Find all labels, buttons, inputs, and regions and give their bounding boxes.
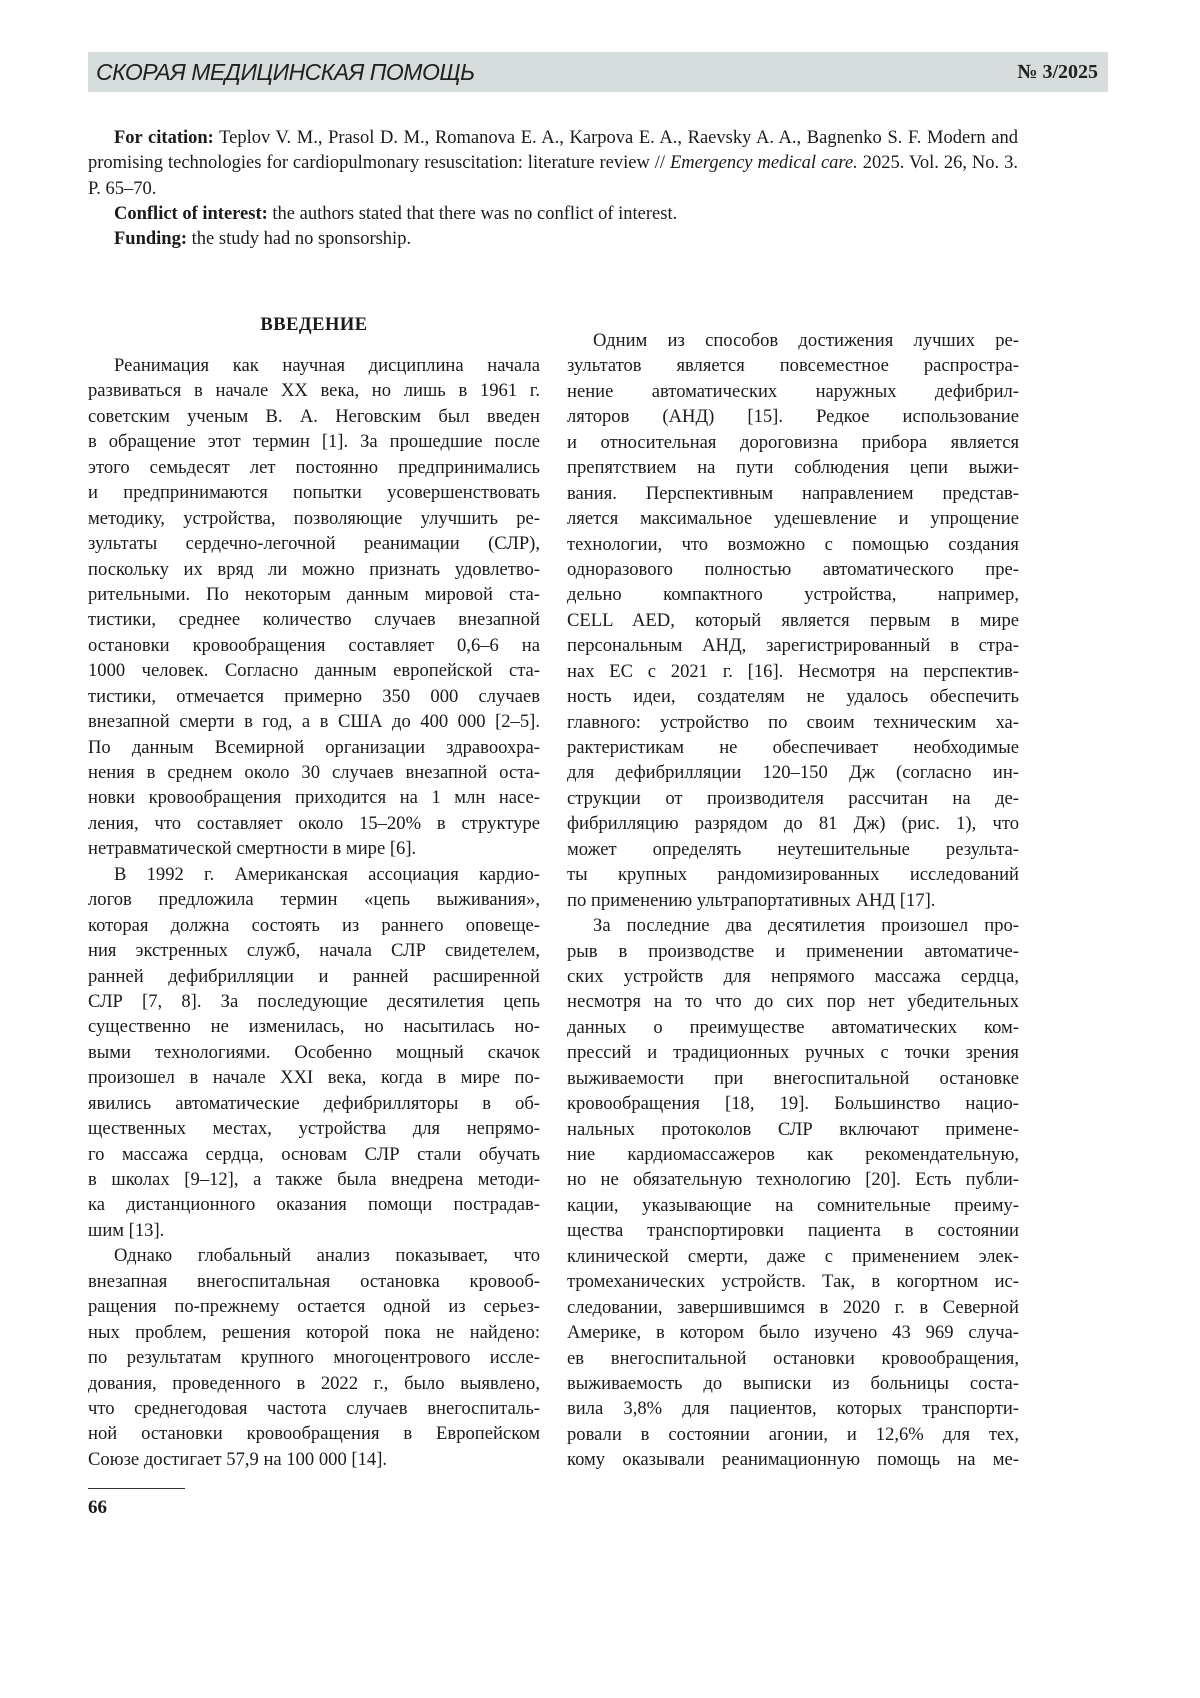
paragraph-line: ляторов (АНД) [15]. Редкое использование xyxy=(567,406,1019,428)
paragraph-line: поскольку их вряд ли можно признать удовлетво- xyxy=(88,558,540,580)
paragraph-line: следовании, завершившимся в 2020 г. в Северной xyxy=(567,1296,1019,1318)
conflict-label: Conflict of interest: xyxy=(114,203,268,224)
paragraph-line: нетравматической смертности в мире [6]. xyxy=(88,838,417,860)
paragraph-line: За последние два десятилетия произошел про- xyxy=(593,915,1019,937)
paragraph-line: ранней дефибрилляции и ранней расширенной xyxy=(88,965,540,987)
paragraph-line: несмотря на то что до сих пор нет убедительных xyxy=(567,991,1019,1013)
paragraph-line: зультаты сердечно-легочной реанимации (СЛР), xyxy=(88,533,540,555)
conflict-text: the authors stated that there was no conflict of interest. xyxy=(267,203,678,224)
paragraph-line: советским ученым В. А. Неговским был введен xyxy=(88,405,540,427)
running-header xyxy=(88,52,1108,92)
paragraph-line: тистики, отмечается примерно 350 000 случаев xyxy=(88,685,540,707)
paragraph-line: ровали в состоянии агонии, и 12,6% для тех, xyxy=(567,1423,1019,1445)
paragraph-line: кации, указывающие на сомнительные преиму- xyxy=(567,1194,1019,1216)
paragraph-line: которая должна состоять из раннего оповеще- xyxy=(88,914,540,936)
funding-text: the study had no sponsorship. xyxy=(187,229,412,250)
right-column xyxy=(567,328,1019,1473)
paragraph-line: рыв в производстве и применении автоматиче- xyxy=(567,940,1019,962)
paragraph-line: вила 3,8% для пациентов, которых транспорти- xyxy=(567,1398,1019,1420)
paragraph-line: существенно не изменилась, но насытилась но- xyxy=(88,1016,540,1038)
paragraph-line: прессий и традиционных ручных с точки зрения xyxy=(567,1042,1019,1064)
paragraph-line: внезапной смерти в год, а в США до 400 000 [2–5]. xyxy=(88,711,540,733)
paragraph-line: явились автоматические дефибрилляторы в об- xyxy=(88,1092,540,1114)
paragraph-line: зультатов является повсеместное распростра- xyxy=(567,355,1019,377)
paragraph-line: выживаемость до выписки из больницы соста- xyxy=(567,1372,1019,1394)
paragraph-line: произошел в начале XXI века, когда в мире по- xyxy=(88,1067,540,1089)
paragraph-line: Америке, в котором было изучено 43 969 случа- xyxy=(567,1322,1019,1344)
paragraph-line: персональным АНД, зарегистрированный в стра- xyxy=(567,635,1019,657)
paragraph-line: внезапная внегоспитальная остановка кровооб- xyxy=(88,1270,540,1292)
citation-block xyxy=(88,126,1018,252)
paragraph-line: главного: устройство по своим техническим ха- xyxy=(567,711,1019,733)
paragraph-line: ских устройств для непрямого массажа сердца, xyxy=(567,965,1019,987)
paragraph-line: логов предложила термин «цепь выживания», xyxy=(88,889,540,911)
paragraph-line: 1000 человек. Согласно данным европейской ста- xyxy=(88,660,540,682)
paragraph-line: что среднегодовая частота случаев внегоспиталь- xyxy=(88,1397,540,1419)
paragraph-line: кому оказывали реанимационную помощь на ме- xyxy=(567,1449,1019,1471)
footer-rule xyxy=(88,1488,185,1489)
paragraph-line: рактеристикам не обеспечивает необходимые xyxy=(567,737,1019,758)
paragraph-line: Союзе достигает 57,9 на 100 000 [14]. xyxy=(88,1448,388,1470)
funding-label: Funding: xyxy=(114,229,188,250)
paragraph-line: го массажа сердца, основам СЛР стали обучать xyxy=(88,1143,540,1165)
for-citation-tail: 2025. Vol. 26, No. 3. P. 65–70. xyxy=(88,153,1018,199)
left-column xyxy=(88,353,540,1472)
paragraph-line: и предпринимаются попытки усовершенствовать xyxy=(88,482,540,504)
for-citation-journal: Emergency medical care. xyxy=(670,153,858,174)
page-number: 66 xyxy=(88,1497,107,1518)
paragraph-line: остановки кровообращения составляет 0,6–6 на xyxy=(88,634,540,656)
for-citation-text: Teplov V. M., Prasol D. M., Romanova E. A., Karpova E. A., Raevsky A. A., Bagnenko S. F. Modern and promising technologies for cardiopulmonary resuscitation: literature review // xyxy=(88,128,1018,174)
paragraph-line: и относительная дороговизна прибора является xyxy=(567,431,1019,453)
paragraph-line: нение автоматических наружных дефибрил- xyxy=(567,380,1019,402)
paragraph-line: фибрилляцию разрядом до 81 Дж) (рис. 1), что xyxy=(567,813,1019,835)
paragraph-line: этого семьдесят лет постоянно предпринимались xyxy=(88,456,540,478)
paragraph-line: В 1992 г. Американская ассоциация кардио- xyxy=(114,863,540,885)
paragraph-line: нения в среднем около 30 случаев внезапной оста- xyxy=(88,762,540,783)
paragraph-line: кровообращения [18, 19]. Большинство нацио- xyxy=(567,1093,1019,1115)
paragraph-line: технологии, что возможно с помощью создания xyxy=(567,533,1019,555)
paragraph-line: по результатам крупного многоцентрового иссле- xyxy=(88,1347,540,1369)
issue-number: № 3/2025 xyxy=(1017,61,1098,83)
paragraph-line: новки кровообращения приходится на 1 млн насе- xyxy=(88,787,540,809)
paragraph-line: Однако глобальный анализ показывает, что xyxy=(114,1245,540,1267)
paragraph-line: ев внегоспитальной остановки кровообращения, xyxy=(567,1347,1019,1369)
paragraph-line: CELL AED, который является первым в мире xyxy=(567,609,1019,631)
paragraph-line: ка дистанционного оказания помощи пострадав- xyxy=(88,1194,540,1216)
paragraph-line: дельно компактного устройства, например, xyxy=(567,584,1019,606)
paragraph-line: нах ЕС с 2021 г. [16]. Несмотря на перспектив- xyxy=(567,660,1019,682)
paragraph-line: вания. Перспективным направлением представ- xyxy=(567,482,1019,504)
paragraph-line: в обращение этот термин [1]. За прошедшие после xyxy=(88,431,540,453)
paragraph-line: СЛР [7, 8]. За последующие десятилетия цепь xyxy=(88,990,540,1012)
paragraph-line: струкции от производителя рассчитан на де- xyxy=(567,787,1019,809)
paragraph-line: шим [13]. xyxy=(88,1219,165,1241)
paragraph-line: ния экстренных служб, начала СЛР свидетелем, xyxy=(88,940,540,962)
paragraph-line: нальных протоколов СЛР включают примене- xyxy=(567,1118,1019,1140)
section-heading: ВВЕДЕНИЕ xyxy=(260,315,368,335)
paragraph-line: ляется максимальное удешевление и упрощение xyxy=(567,508,1019,530)
conflict-of-interest xyxy=(88,202,1018,227)
paragraph-line: дования, проведенного в 2022 г., было выявлено, xyxy=(88,1372,540,1394)
paragraph-line: ных проблем, решения которой пока не найдено: xyxy=(88,1321,540,1343)
paragraph-line: по применению ультрапортативных АНД [17]. xyxy=(567,889,936,911)
journal-title: СКОРАЯ МЕДИЦИНСКАЯ ПОМОЩЬ xyxy=(96,59,475,85)
for-citation-label: For citation: xyxy=(114,128,214,148)
paragraph-line: Одним из способов достижения лучших ре- xyxy=(593,330,1019,351)
paragraph-line: щества транспортировки пациента в состоянии xyxy=(567,1220,1019,1242)
paragraph-line: ления, что составляет около 15–20% в структуре xyxy=(88,812,540,834)
paragraph-line: Реанимация как научная дисциплина начала xyxy=(114,355,540,376)
paragraph-line: ной остановки кровообращения в Европейском xyxy=(88,1423,540,1445)
paragraph-line: данных о преимуществе автоматических ком- xyxy=(567,1016,1019,1038)
paragraph-line: выживаемости при внегоспитальной остановке xyxy=(567,1067,1019,1089)
paragraph-line: тромеханических устройств. Так, в когортном ис- xyxy=(567,1271,1019,1293)
funding xyxy=(88,227,1018,252)
paragraph-line: но не обязательную технологию [20]. Есть публи- xyxy=(567,1169,1019,1191)
paragraph-line: одноразового полностью автоматического пре- xyxy=(567,558,1019,580)
paragraph-line: для дефибрилляции 120–150 Дж (согласно ин- xyxy=(567,762,1019,784)
paragraph-line: ращения по-прежнему остается одной из серьез- xyxy=(88,1296,540,1318)
paragraph-line: методику, устройства, позволяющие улучшить ре- xyxy=(88,507,540,529)
paragraph-line: клинической смерти, даже с применением элек- xyxy=(567,1245,1019,1267)
paragraph-line: рительными. По некоторым данным мировой ста- xyxy=(88,583,540,605)
paragraph-line: в школах [9–12], а также была внедрена методи- xyxy=(88,1169,540,1190)
paragraph-line: может определять неутешительные результа- xyxy=(567,838,1019,860)
paragraph-line: По данным Всемирной организации здравоохра- xyxy=(88,736,540,758)
paragraph-line: ты крупных рандомизированных исследований xyxy=(567,864,1019,886)
paragraph-line: щественных местах, устройства для непрямо- xyxy=(88,1118,540,1140)
paragraph-line: ние кардиомассажеров как рекомендательную, xyxy=(567,1144,1019,1165)
for-citation xyxy=(88,126,1018,202)
paragraph-line: тистики, среднее количество случаев внезапной xyxy=(88,609,540,631)
paragraph-line: ность идеи, создателям не удалось обеспечить xyxy=(567,686,1019,708)
paragraph-line: препятствием на пути соблюдения цепи выжи- xyxy=(567,457,1019,479)
paragraph-line: развиваться в начале XX века, но лишь в 1961 г. xyxy=(88,380,540,402)
paragraph-line: выми технологиями. Особенно мощный скачок xyxy=(88,1041,540,1063)
